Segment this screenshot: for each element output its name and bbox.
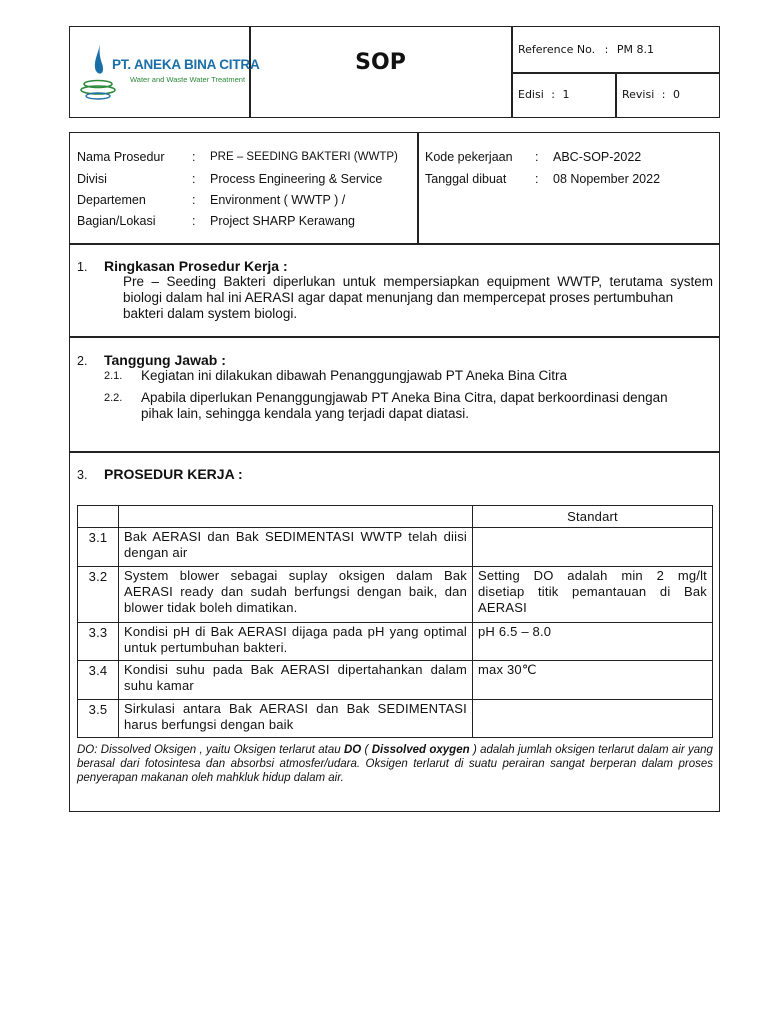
- table-cell-kondisi: Kondisi pH di Bak AERASI dijaga pada pH yang optimal untuk pertumbuhan bakteri.: [119, 623, 473, 661]
- table-row: [78, 623, 713, 661]
- note-part-1: DO: Dissolved Oksigen , yaitu: [77, 744, 231, 756]
- table-cell-no: 3.2: [78, 567, 119, 623]
- section2-item-num: 2.1.: [104, 370, 123, 382]
- note-part-3: DO: [343, 744, 362, 756]
- info-value: ABC-SOP-2022: [553, 150, 642, 164]
- info-label: Nama Prosedur: [77, 150, 165, 164]
- reference-value: PM 8.1: [616, 43, 654, 56]
- info-label: Kode pekerjaan: [425, 150, 513, 164]
- table-cell-no: 3.1: [78, 528, 119, 567]
- info-vertical-divider: [417, 132, 419, 244]
- section2-title: Tanggung Jawab :: [104, 352, 226, 368]
- do-footnote: [77, 743, 713, 785]
- table-cell-kondisi: System blower sebagai suplay oksigen dalam Bak AERASI ready dan sudah berfungsi dengan baik, dan blower tidak boleh dimatikan.: [119, 567, 473, 623]
- table-cell-standart: [473, 528, 713, 567]
- revisi-sep: :: [661, 88, 666, 101]
- section1-body: [123, 274, 713, 322]
- table-cell-standart: pH 6.5 – 8.0: [473, 623, 713, 661]
- header-divider-4: [615, 72, 617, 118]
- note-part-5: Dissolved oxygen: [371, 744, 470, 756]
- note-part-4: (: [361, 744, 372, 756]
- reference-row: [518, 43, 654, 56]
- procedure-table: [77, 505, 713, 738]
- section1-line-3: bakteri dalam system biologi.: [123, 306, 298, 321]
- table-row: [78, 528, 713, 567]
- info-sep: :: [192, 172, 196, 186]
- reference-sep: :: [604, 43, 609, 56]
- table-cell-standart: [473, 700, 713, 738]
- note-part-6: ) adalah jumlah oksigen terlarut dalam air yang berasal dari fotosintesa dan absorbsi atmosfer/udara. Oksigen terlarut di suatu perairan sangat berperan dalam proses penyerapan makanan oleh mahkluk hidup dalam air.: [77, 744, 713, 784]
- section2-item-text: Kegiatan ini dilakukan dibawah Penanggungjawab PT Aneka Bina Citra: [141, 368, 568, 383]
- info-value: PRE – SEEDING BAKTERI (WWTP): [210, 151, 398, 163]
- info-label: Bagian/Lokasi: [77, 214, 156, 228]
- info-label: Divisi: [77, 172, 107, 186]
- section1-title: Ringkasan Prosedur Kerja :: [104, 258, 288, 274]
- edisi-label: Edisi: [518, 88, 544, 101]
- company-name: PT. ANEKA BINA CITRA: [112, 57, 260, 72]
- section3-title: PROSEDUR KERJA :: [104, 466, 243, 482]
- table-cell-standart: Setting DO adalah min 2 mg/lt disetiap titik pemantauan di Bak AERASI: [473, 567, 713, 623]
- company-logo: [76, 40, 260, 104]
- revisi-value: 0: [673, 88, 680, 101]
- table-cell-kondisi: Sirkulasi antara Bak AERASI dan Bak SEDIMENTASI harus berfungsi dengan baik: [119, 700, 473, 738]
- info-sep: :: [535, 172, 539, 186]
- info-sep: :: [192, 150, 196, 164]
- info-label: Departemen: [77, 193, 146, 207]
- info-sep: :: [192, 193, 196, 207]
- doc-type-title: SOP: [355, 50, 406, 75]
- table-header-standart: Standart: [473, 506, 713, 528]
- table-row: [78, 700, 713, 738]
- section2-item-line-1: Apabila diperlukan Penanggungjawab PT Aneka Bina Citra, dapat berkoordinasi dengan: [141, 390, 668, 405]
- table-row: [78, 661, 713, 700]
- table-cell-standart: max 30℃: [473, 661, 713, 700]
- edisi-value: 1: [562, 88, 570, 101]
- info-sep: :: [192, 214, 196, 228]
- reference-label: Reference No.: [518, 43, 596, 56]
- revisi-label: Revisi: [622, 88, 655, 101]
- section3-number: 3.: [77, 468, 88, 482]
- section2-item-num: 2.2.: [104, 392, 123, 404]
- section2-number: 2.: [77, 354, 88, 368]
- note-part-2: Oksigen terlarut atau: [230, 744, 344, 756]
- info-value: Environment ( WWTP ) /: [210, 193, 346, 207]
- info-label: Tanggal dibuat: [425, 172, 507, 186]
- info-value: Project SHARP Kerawang: [210, 214, 355, 228]
- info-value: 08 Nopember 2022: [553, 172, 661, 186]
- table-cell-kondisi: Bak AERASI dan Bak SEDIMENTASI WWTP telah diisi dengan air: [119, 528, 473, 567]
- table-cell-no: 3.4: [78, 661, 119, 700]
- section2-divider: [69, 451, 720, 453]
- section1-line-1: Pre – Seeding Bakteri diperlukan untuk mempersiapkan equipment WWTP, terutama system: [123, 274, 713, 289]
- revisi-row: [622, 88, 680, 101]
- section1-divider: [69, 336, 720, 338]
- table-header-row: [78, 506, 713, 528]
- section2-item-line-2: pihak lain, sehingga kendala yang terjadi dapat diatasi.: [141, 406, 469, 421]
- table-header-kondisi: [119, 506, 473, 528]
- edisi-sep: :: [551, 88, 555, 101]
- section1-line-2: biologi dalam hal ini AERASI agar dapat menunjang dan mempercepat proses pertumbuhan: [123, 290, 674, 305]
- edisi-row: [518, 88, 570, 101]
- table-header-no: [78, 506, 119, 528]
- section2-item-text: [141, 390, 714, 422]
- table-cell-no: 3.3: [78, 623, 119, 661]
- info-divider: [69, 243, 720, 245]
- info-value: Process Engineering & Service: [210, 172, 383, 186]
- company-tagline: Water and Waste Water Treatment: [130, 75, 246, 84]
- table-cell-kondisi: Kondisi suhu pada Bak AERASI dipertahankan dalam suhu kamar: [119, 661, 473, 700]
- table-cell-no: 3.5: [78, 700, 119, 738]
- section1-number: 1.: [77, 260, 88, 274]
- info-sep: :: [535, 150, 539, 164]
- table-row: [78, 567, 713, 623]
- water-drop-logo-icon: [76, 40, 116, 102]
